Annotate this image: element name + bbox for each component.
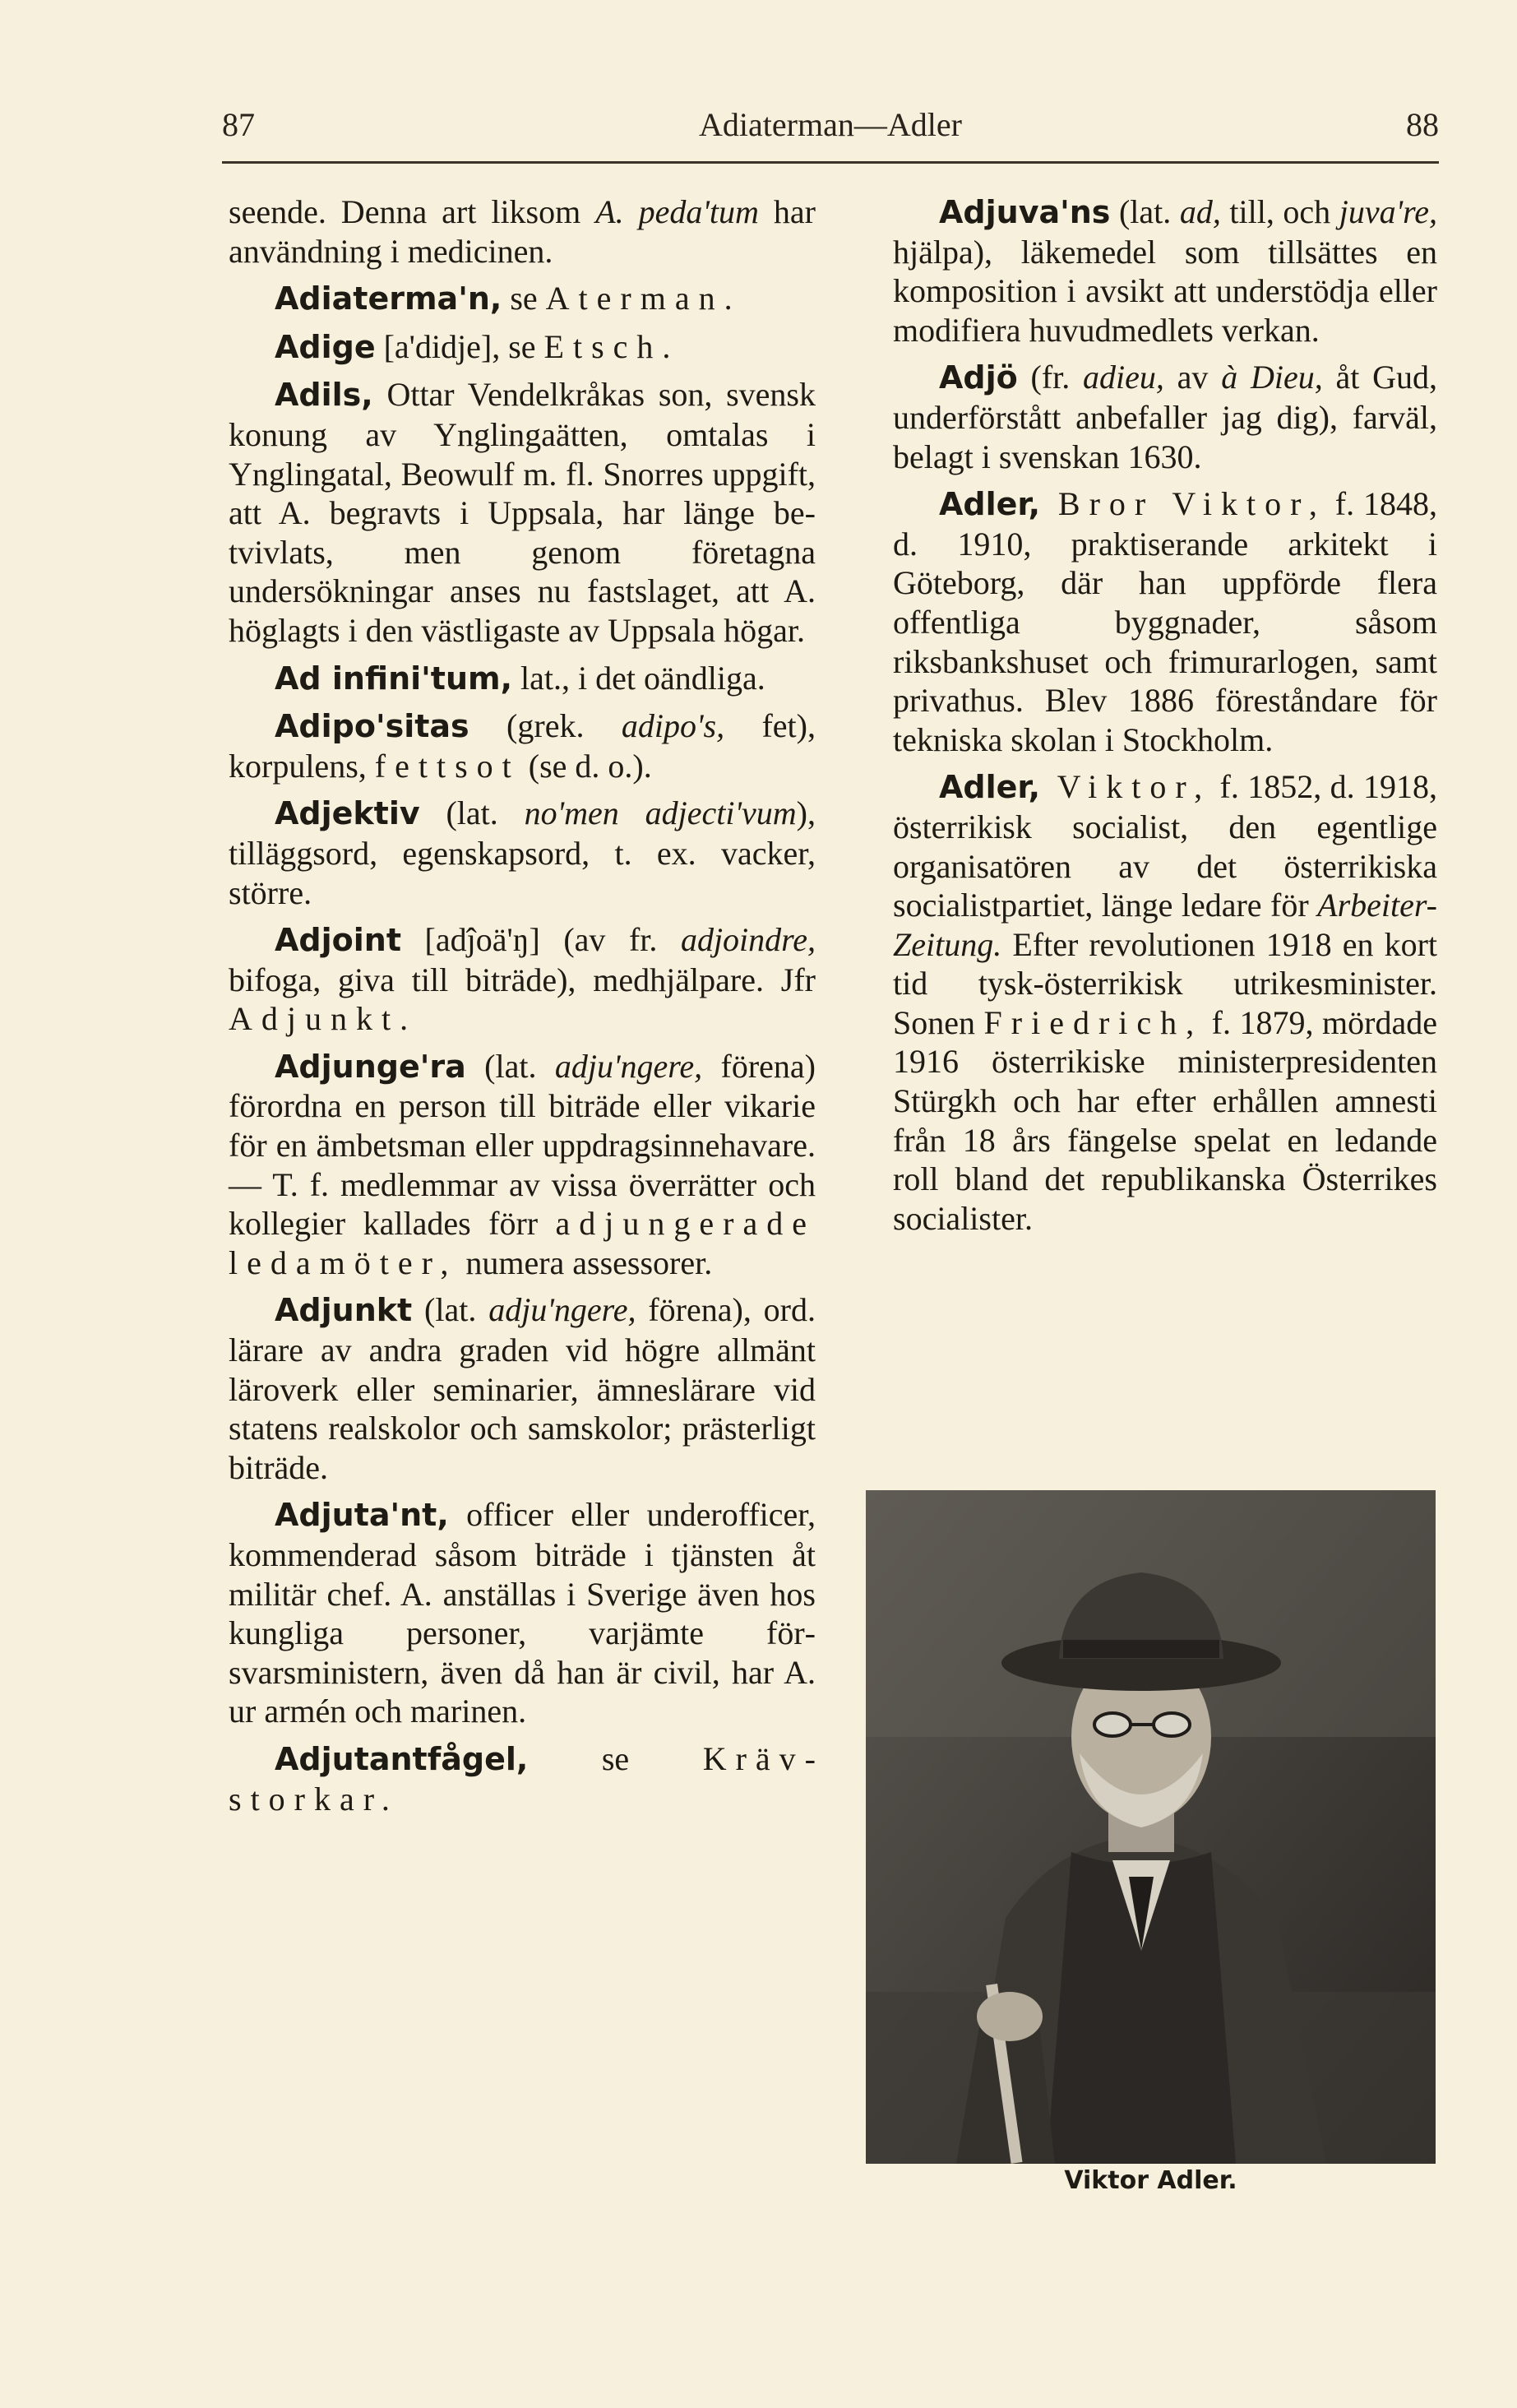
headword: Adjuva'ns	[939, 194, 1111, 230]
entry-adjutant: Adjuta'nt, officer eller underofficer, kommenderad såsom biträde i tjänsten åt militär chef. A. anställas i Sverige även hos kungliga personer, varjämte försvarsministern, även då han är civil, har A. ur armén och marinen.	[229, 1496, 816, 1730]
headword: Adjuta'nt,	[275, 1497, 449, 1534]
entry-adler-viktor: Adler, Viktor, f. 1852, d. 1918, österrikisk socialist, den egentlige organisatören av det österrikiska socialistpartiet, länge ledare för Arbeiter-Zeitung. Efter revolutionen 1918 en kort tid tysk-österrikisk utrikesminister. Sonen Friedrich, f. 1879, mördade 1916 österrikiske ministerpresidenten Stürgkh och har efter erhållen amnesti från 18 års fängelse spelat en ledande roll bland det republikanska Österrikes socialister.	[893, 768, 1437, 1237]
headword: Adjoint	[275, 922, 401, 959]
portrait-illustration	[866, 1490, 1436, 2164]
headword: Adipo'sitas	[275, 708, 469, 745]
headword: Adjektiv	[275, 795, 420, 832]
running-title: Adiaterman—Adler	[699, 106, 962, 143]
headword: Adjunge'ra	[275, 1048, 466, 1085]
headword: Ad infini'tum,	[275, 660, 513, 697]
running-header	[222, 97, 1439, 155]
headword: Adige	[275, 328, 376, 365]
header-rule	[222, 161, 1439, 164]
entry-adjunkt: Adjunkt (lat. adju'ngere, förena), ord. lärare av andra graden vid högre allmänt läroverk eller seminarier, ämneslärare vid statens realskolor och samskolor; prästerligt biträde.	[229, 1291, 816, 1486]
entry-adjutantfagel: Adjutantfågel, se Krävstorkar.	[229, 1739, 816, 1818]
headword: Adler,	[939, 486, 1040, 523]
right-column	[893, 192, 1437, 1246]
entry-adler-bror-viktor: Adler, Bror Viktor, f. 1848, d. 1910, praktiserande arkitekt i Göteborg, där han uppförde flera offentliga byggnader, såsom riksbankshuset och frimurarlogen, samt privathus. Blev 1886 föreståndare för tekniska skolan i Stockholm.	[893, 485, 1437, 758]
entry-adiaterman: Adiaterma'n, se Aterman.	[275, 280, 742, 317]
page-number-right: 88	[1406, 106, 1439, 143]
entry-adjektiv: Adjektiv (lat. no'men adjecti'vum), tilläggsord, egenskapsord, t. ex. vacker, större.	[229, 794, 816, 911]
page-number-left: 87	[222, 106, 255, 143]
entry-adige: Adige [a'didje], se Etsch.	[275, 327, 680, 365]
headword: Adjutantfågel,	[275, 1740, 529, 1777]
entry-adjuvans: Adjuva'ns (lat. ad, till, och juva're, hjälpa), läkemedel som tillsättes en komposition i avsikt att understödja eller modifiera huvudmedlets verkan.	[893, 193, 1437, 349]
headword: Adils,	[275, 377, 373, 414]
headword: Adjö	[939, 359, 1018, 396]
headword: Adler,	[939, 769, 1040, 806]
headword: Adjunkt	[275, 1292, 413, 1329]
entry-continuation: seende. Denna art liksom A. peda'tum har användning i medicinen.	[229, 193, 816, 270]
entry-adipositas: Adipo'sitas (grek. adipo's, fet), korpulens, fettsot (se d. o.).	[229, 707, 816, 785]
headword: Adiaterma'n,	[275, 280, 502, 317]
entry-adjoint: Adjoint [adĵoä'ŋ] (av fr. adjoindre, bifoga, giva till biträde), medhjälpare. Jfr Adjunkt.	[229, 921, 816, 1038]
entry-adjungera: Adjunge'ra (lat. adju'ngere, förena) förordna en person till biträde eller vikarie för en ämbetsman eller uppdragsinnehavare. — T. f. medlemmar av vissa överrätter och kollegier kallades förr adjungerade ledamöter, numera assessorer.	[229, 1047, 816, 1281]
entry-adils: Adils, Ottar Vendelkråkas son, svensk konung av Ynglingaätten, omtalas i Ynglingatal, Beowulf m. fl. Snorres uppgift, att A. begravts i Uppsala, har länge betvivlats, men genom företagna undersökningar anses nu fastslaget, att A. höglagts i den västligaste av Uppsala högar.	[229, 376, 816, 649]
photo-caption: Viktor Adler.	[1064, 2166, 1237, 2195]
entry-adjo: Adjö (fr. adieu, av à Dieu, åt Gud, underförstått anbefaller jag dig), farväl, belagt i svenskan 1630.	[893, 359, 1437, 475]
entry-ad-infinitum: Ad infini'tum, lat., i det oändliga.	[275, 659, 765, 697]
portrait-photo	[866, 1490, 1436, 2164]
left-column	[229, 192, 816, 1827]
